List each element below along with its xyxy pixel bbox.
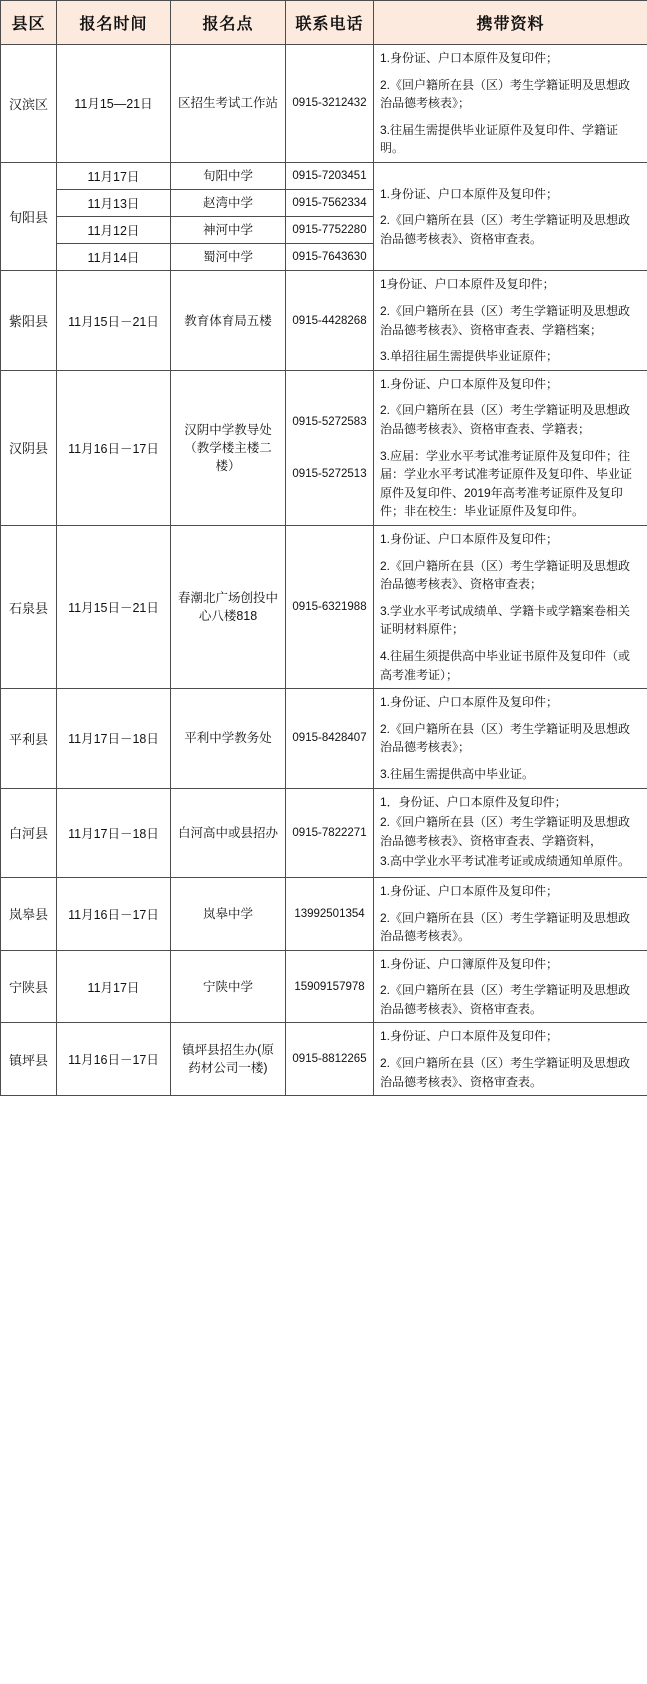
cell-site: 宁陕中学 <box>171 950 286 1023</box>
cell-phone <box>286 370 374 525</box>
table-row <box>1 689 647 788</box>
table-row <box>1 950 647 1023</box>
table-header <box>1 1 647 45</box>
cell-docs <box>374 271 647 370</box>
docs-line: 2.《回户籍所在县（区）考生学籍证明及思想政治品德考核表》； <box>380 721 631 755</box>
docs-line: 3.学业水平考试成绩单、学籍卡或学籍案卷相关证明材料原件； <box>380 603 631 637</box>
cell-date: 11月16日－17日 <box>57 1023 171 1096</box>
cell-date: 11月17日 <box>57 162 171 189</box>
cell-phone: 0915-6321988 <box>286 526 374 689</box>
docs-line: 3.应届：学业水平考试准考证原件及复印件；往届：学业水平考试准考证原件及复印件、毕业证原件及复印件、2019年高考准考证原件及复印件；非在校生：毕业证原件及复印件。 <box>380 448 633 519</box>
cell-site: 岚皋中学 <box>171 877 286 950</box>
cell-site: 赵湾中学 <box>171 190 286 217</box>
docs-line: 2.《回户籍所在县（区）考生学籍证明及思想政治品德考核表》、资格审查表。 <box>380 213 631 247</box>
docs-line: 2.《回户籍所在县（区）考生学籍证明及思想政治品德考核表》、资格审查表； <box>380 558 631 592</box>
phone-line: 0915-5272583 <box>292 415 367 428</box>
cell-phone: 0915-4428268 <box>286 271 374 370</box>
column-header-date: 报名时间 <box>57 1 171 45</box>
docs-line: 1身份证、户口本原件及复印件； <box>380 277 555 292</box>
docs-line: 1.身份证、户口本原件及复印件； <box>380 1029 559 1044</box>
column-header-docs: 携带资料 <box>374 1 647 45</box>
docs-line: 1．身份证、户口本原件及复印件； <box>380 794 567 809</box>
docs-line: 2.《回户籍所在县（区）考生学籍证明及思想政治品德考核表》。 <box>380 910 631 944</box>
column-header-site: 报名点 <box>171 1 286 45</box>
cell-phone: 0915-7822271 <box>286 788 374 877</box>
docs-line: 2.《回户籍所在县（区）考生学籍证明及思想政治品德考核表》、资格审查表。 <box>380 983 631 1016</box>
cell-date: 11月16日－17日 <box>57 877 171 950</box>
cell-phone: 15909157978 <box>286 950 374 1023</box>
cell-date: 11月17日 <box>57 950 171 1023</box>
cell-phone: 0915-7752280 <box>286 217 374 244</box>
table-body <box>1 45 647 1096</box>
docs-line: 2.《回户籍所在县（区）考生学籍证明及思想政治品德考核表》、资格审查表。 <box>380 1056 631 1089</box>
cell-docs <box>374 950 647 1023</box>
table-row <box>1 526 647 689</box>
cell-county: 宁陕县 <box>1 950 57 1023</box>
cell-date: 11月12日 <box>57 217 171 244</box>
cell-date: 11月15日－21日 <box>57 271 171 370</box>
cell-site: 镇坪县招生办(原药材公司一楼) <box>171 1023 286 1096</box>
cell-site: 春潮北广场创投中心八楼818 <box>171 526 286 689</box>
cell-site: 汉阴中学教导处（教学楼主楼二楼） <box>171 370 286 525</box>
docs-line: 1.身份证、户口本原件及复印件； <box>380 186 559 201</box>
docs-line: 2.《回户籍所在县（区）考生学籍证明及思想政治品德考核表》、资格审查表、学籍档案； <box>380 304 631 337</box>
table-row <box>1 45 647 163</box>
docs-line: 1.身份证、户口本原件及复印件； <box>380 883 559 898</box>
cell-site: 神河中学 <box>171 217 286 244</box>
docs-line: 1.身份证、户口本原件及复印件； <box>380 376 559 391</box>
cell-phone: 13992501354 <box>286 877 374 950</box>
table-row <box>1 370 647 525</box>
cell-phone: 0915-7203451 <box>286 162 374 189</box>
table-row <box>1 271 647 370</box>
cell-phone: 0915-3212432 <box>286 45 374 163</box>
cell-docs <box>374 370 647 525</box>
cell-site: 平利中学教务处 <box>171 689 286 788</box>
cell-date: 11月15日－21日 <box>57 526 171 689</box>
cell-date: 11月17日－18日 <box>57 689 171 788</box>
cell-site: 教育体育局五楼 <box>171 271 286 370</box>
docs-line: 3.单招往届生需提供毕业证原件； <box>380 349 559 364</box>
cell-date: 11月17日－18日 <box>57 788 171 877</box>
table-row <box>1 788 647 877</box>
docs-line: 2.《回户籍所在县（区）考生学籍证明及思想政治品德考核表》； <box>380 77 631 111</box>
cell-docs <box>374 1023 647 1096</box>
cell-date: 11月13日 <box>57 190 171 217</box>
cell-docs <box>374 877 647 950</box>
cell-site: 白河高中或县招办 <box>171 788 286 877</box>
cell-phone: 0915-8812265 <box>286 1023 374 1096</box>
phone-line: 0915-5272513 <box>292 467 367 480</box>
cell-date: 11月14日 <box>57 244 171 271</box>
cell-county: 汉阴县 <box>1 370 57 525</box>
cell-county: 平利县 <box>1 689 57 788</box>
cell-phone: 0915-8428407 <box>286 689 374 788</box>
cell-docs <box>374 788 647 877</box>
table-row <box>1 1023 647 1096</box>
table-row <box>1 877 647 950</box>
docs-line: 3.往届生需提供高中毕业证。 <box>380 766 535 781</box>
table-header-row <box>1 1 647 45</box>
cell-docs <box>374 689 647 788</box>
docs-line: 1.身份证、户口本原件及复印件； <box>380 695 559 710</box>
column-header-phone: 联系电话 <box>286 1 374 45</box>
cell-site: 旬阳中学 <box>171 162 286 189</box>
cell-county: 白河县 <box>1 788 57 877</box>
cell-phone: 0915-7562334 <box>286 190 374 217</box>
cell-site: 蜀河中学 <box>171 244 286 271</box>
cell-docs <box>374 526 647 689</box>
cell-date: 11月16日－17日 <box>57 370 171 525</box>
docs-line: 3.高中学业水平考试准考证或成绩通知单原件。 <box>380 854 631 869</box>
column-header-county: 县区 <box>1 1 57 45</box>
cell-county: 紫阳县 <box>1 271 57 370</box>
docs-line: 3.往届生需提供毕业证原件及复印件、学籍证明。 <box>380 122 619 156</box>
docs-line: 2.《回户籍所在县（区）考生学籍证明及思想政治品德考核表》、资格审查表、学籍资料， <box>380 815 631 848</box>
cell-phone: 0915-7643630 <box>286 244 374 271</box>
docs-line: 2.《回户籍所在县（区）考生学籍证明及思想政治品德考核表》、资格审查表、学籍表； <box>380 403 631 437</box>
cell-county: 石泉县 <box>1 526 57 689</box>
table-row <box>1 162 647 189</box>
docs-line: 4.往届生须提供高中毕业证书原件及复印件（或高考准考证）； <box>380 648 631 682</box>
docs-line: 1.身份证、户口簿原件及复印件； <box>380 956 559 971</box>
cell-county: 镇坪县 <box>1 1023 57 1096</box>
cell-docs <box>374 45 647 163</box>
cell-site: 区招生考试工作站 <box>171 45 286 163</box>
docs-line: 1.身份证、户口本原件及复印件； <box>380 532 559 546</box>
cell-county: 岚皋县 <box>1 877 57 950</box>
cell-docs <box>374 162 647 271</box>
docs-line: 1.身份证、户口本原件及复印件； <box>380 51 559 65</box>
cell-county: 旬阳县 <box>1 162 57 271</box>
cell-date: 11月15—21日 <box>57 45 171 163</box>
cell-county: 汉滨区 <box>1 45 57 163</box>
